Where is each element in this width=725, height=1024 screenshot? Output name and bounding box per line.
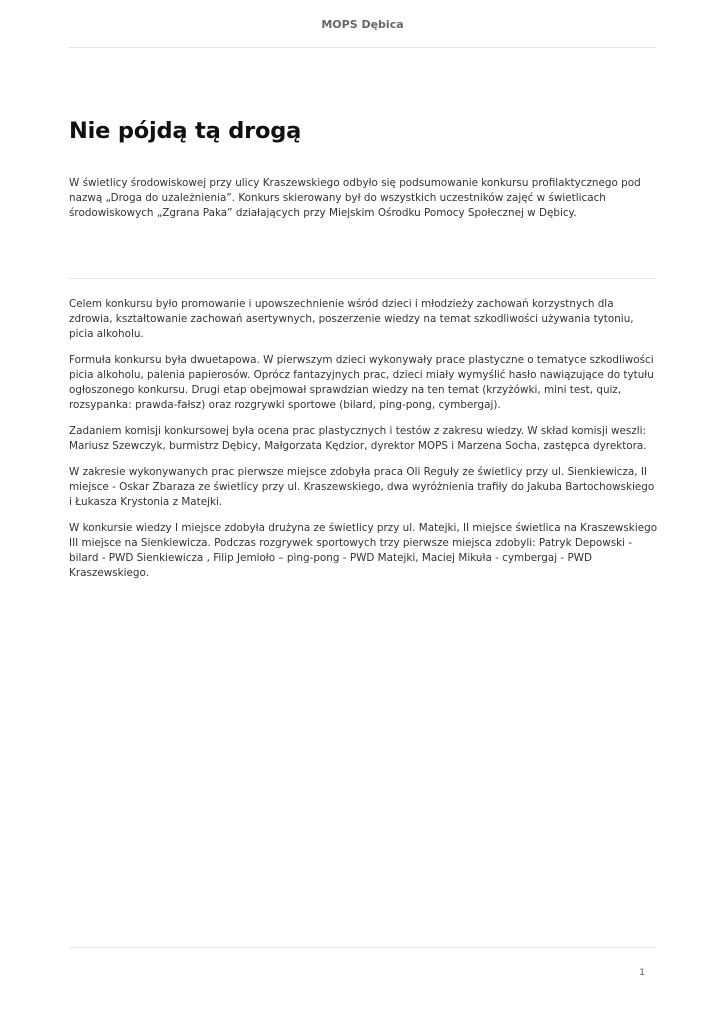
article-body: [69, 297, 659, 592]
page-number: 1: [639, 968, 645, 978]
article-paragraph: Zadaniem komisji konkursowej była ocena prac plastycznych i testów z zakresu wiedzy. W skład komisji weszli: Mariusz Szewczyk, burmistrz Dębicy, Małgorzata Kędzior, dyrektor MOPS i Marzena Socha, zastępca dyrektora.: [69, 425, 647, 452]
site-header-title: MOPS Dębica: [321, 18, 404, 31]
article-intro: W świetlicy środowiskowej przy ulicy Kraszewskiego odbyło się podsumowanie konkursu profilaktycznego pod nazwą „Droga do uzależnienia”. Konkurs skierowany był do wszystkich uczestników zajęć w świetlicach środowiskowych „Zgrana Paka” działających przy Miejskim Ośrodku Pomocy Społecznej w Dębicy.: [69, 177, 641, 219]
header-divider: [69, 47, 656, 48]
article-paragraph: W zakresie wykonywanych prac pierwsze miejsce zdobyła praca Oli Reguły ze świetlicy przy ul. Sienkiewicza, II miejsce - Oskar Zbaraza ze świetlicy przy ul. Kraszewskiego, dwa wyróżnienia trafiły do Jakuba Bartochowskiego i Łukasza Krystonia z Matejki.: [69, 466, 655, 508]
footer-divider: [69, 947, 656, 948]
article-paragraph: Celem konkursu było promowanie i upowszechnienie wśród dzieci i młodzieży zachowań korzystnych dla zdrowia, kształtowanie zachowań asertywnych, poszerzenie wiedzy na temat szkodliwości używania tytoniu, picia alkoholu.: [69, 298, 634, 340]
section-divider: [69, 278, 656, 279]
page-title: Nie pójdą tą drogą: [69, 118, 302, 144]
article-paragraph: W konkursie wiedzy I miejsce zdobyła drużyna ze świetlicy przy ul. Matejki, II miejsce świetlica na Kraszewskiego III miejsce na Sienkiewicza. Podczas rozgrywek sportowych trzy pierwsze miejsca zdobyli: Patryk Depowski - bilard - PWD Sienkiewicza , Filip Jemioło – ping-pong - PWD Matejki, Maciej Mikuła - cymbergaj - PWD Kraszewskiego.: [69, 522, 658, 579]
article-paragraph: Formuła konkursu była dwuetapowa. W pierwszym dzieci wykonywały prace plastyczne o tematyce szkodliwości picia alkoholu, palenia papierosów. Oprócz fantazyjnych prac, dzieci miały wymyślić hasło nawiązujące do tytułu ogłoszonego konkursu. Drugi etap obejmował sprawdzian wiedzy na ten temat (krzyżówki, mini test, quiz, rozsypanka: prawda-fałsz) oraz rozgrywki sportowe (bilard, ping-pong, cymbergaj).: [69, 354, 654, 411]
